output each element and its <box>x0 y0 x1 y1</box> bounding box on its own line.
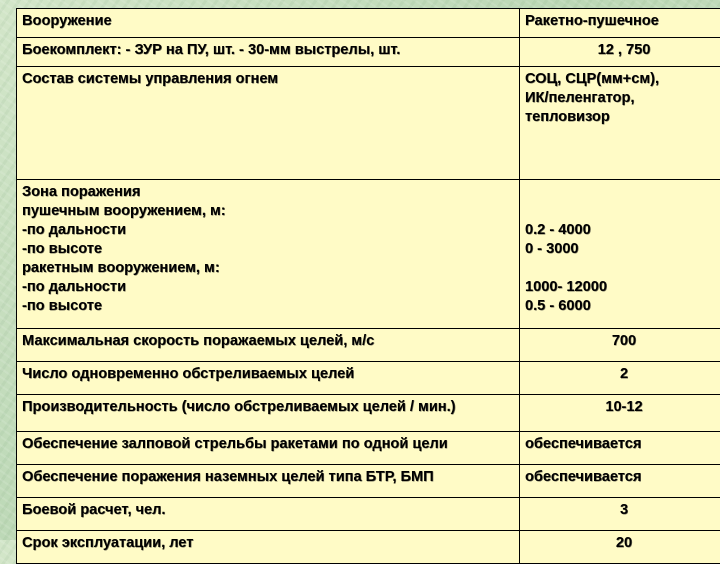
max-target-speed-value: 700 <box>520 329 720 362</box>
engagement-zone-values <box>520 180 720 329</box>
gun-altitude-value: 0 - 3000 <box>525 240 720 259</box>
crew-value: 3 <box>520 498 720 531</box>
crew-label: Боевой расчет, чел. <box>17 498 520 531</box>
ground-targets-value: обеспечивается <box>520 465 720 498</box>
fire-control-label: Состав системы управления огнем <box>17 67 520 180</box>
table-row-fire-control <box>17 67 720 180</box>
service-life-value: 20 <box>520 531 720 564</box>
table-row <box>17 362 720 395</box>
table-row <box>17 465 720 498</box>
ground-targets-label: Обеспечение поражения наземных целей типа БТР, БМП <box>17 465 520 498</box>
simultaneous-targets-label: Число одновременно обстреливаемых целей <box>17 362 520 395</box>
engagement-zone-label-line: Зона поражения <box>22 183 513 202</box>
fire-control-value <box>520 67 720 180</box>
fire-control-value-line: СОЦ, СЦР(мм+см), <box>525 70 720 89</box>
table-row-engagement-zone <box>17 180 720 329</box>
table-row <box>17 498 720 531</box>
engagement-zone-label-line: пушечным вооружением, м: <box>22 202 513 221</box>
engagement-rate-label: Производительность (число обстреливаемых целей / мин.) <box>17 395 520 432</box>
table-row <box>17 432 720 465</box>
armament-value: Ракетно-пушечное <box>520 9 720 38</box>
table-row <box>17 329 720 362</box>
table-row <box>17 531 720 564</box>
engagement-zone-label-line: -по высоте <box>22 297 513 316</box>
fire-control-value-line: ИК/пеленгатор, <box>525 89 720 108</box>
armament-label: Вооружение <box>17 9 520 38</box>
engagement-zone-label-line: -по высоте <box>22 240 513 259</box>
table-row-ammo <box>17 38 720 67</box>
engagement-zone-label-line: -по дальности <box>22 278 513 297</box>
engagement-zone-label-line: -по дальности <box>22 221 513 240</box>
engagement-zone-label <box>17 180 520 329</box>
ammo-value: 12 , 750 <box>520 38 720 67</box>
max-target-speed-label: Максимальная скорость поражаемых целей, м/с <box>17 329 520 362</box>
engagement-zone-label-line: ракетным вооружением, м: <box>22 259 513 278</box>
ammo-label: Боекомплект: - ЗУР на ПУ, шт. - 30-мм выстрелы, шт. <box>17 38 520 67</box>
salvo-fire-label: Обеспечение залповой стрельбы ракетами по одной цели <box>17 432 520 465</box>
fire-control-value-line: тепловизор <box>525 108 720 127</box>
specifications-table <box>16 8 720 564</box>
missile-altitude-value: 0.5 - 6000 <box>525 297 720 316</box>
missile-range-value: 1000- 12000 <box>525 278 720 297</box>
gun-range-value: 0.2 - 4000 <box>525 221 720 240</box>
salvo-fire-value: обеспечивается <box>520 432 720 465</box>
engagement-rate-value: 10-12 <box>520 395 720 432</box>
table-row-armament <box>17 9 720 38</box>
service-life-label: Срок эксплуатации, лет <box>17 531 520 564</box>
table-row <box>17 395 720 432</box>
simultaneous-targets-value: 2 <box>520 362 720 395</box>
